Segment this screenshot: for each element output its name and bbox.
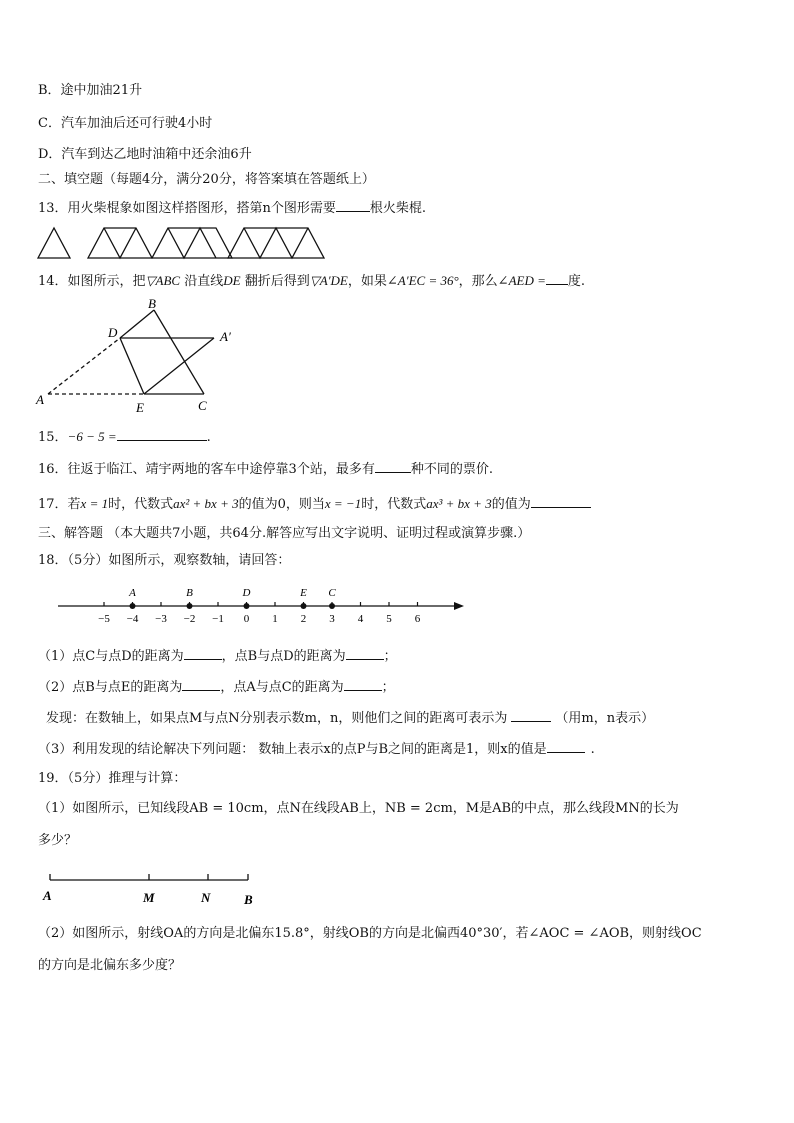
q17-mid2: 的值为0，则当 — [238, 497, 325, 512]
q14-mid2: 翻折后得到 — [244, 274, 310, 289]
point-c — [329, 603, 335, 609]
label-c: C — [198, 398, 207, 413]
q17-mid1: 时，代数式 — [108, 497, 174, 512]
q19-part2-line1: （2）如图所示，射线OA的方向是北偏东15.8°，射线OB的方向是北偏西40°30′，若∠AOC = ∠AOB，则射线OC — [38, 926, 702, 941]
option-c: C．汽车加油后还可行驶4小时 — [38, 116, 213, 131]
matchstick-figure — [36, 226, 326, 262]
tick-label: −4 — [126, 613, 139, 625]
label-e: E — [136, 400, 144, 415]
q19-part1-line1: （1）如图所示，已知线段AB = 10cm，点N在线段AB上，NB = 2cm，M是AB的中点，那么线段MN的长为 — [38, 801, 679, 816]
q15-expr: −6 − 5 = — [67, 429, 117, 444]
q17-blank[interactable] — [531, 494, 591, 508]
q14-angle2: AED = — [508, 273, 546, 288]
q18-blank-3[interactable] — [182, 677, 220, 691]
q18-blank-5[interactable] — [511, 708, 551, 722]
q14-triangle-ade: ▽A′DE — [309, 273, 348, 288]
q13-text: 13．用火柴棍象如图这样搭图形，搭第n个图形需要 — [38, 201, 336, 216]
tick-label: 3 — [329, 613, 335, 625]
q18-part1 — [38, 646, 397, 666]
q18-part3 — [38, 739, 595, 759]
section-3-title: 三、解答题 （本大题共7小题，共64分.解答应写出文字说明、证明过程或演算步骤.） — [38, 526, 531, 541]
q16-post: 种不同的票价. — [410, 462, 493, 477]
question-14 — [38, 271, 585, 291]
segment-db — [120, 310, 154, 338]
number-line — [56, 582, 468, 628]
label-seg-a: A — [43, 888, 52, 903]
q18-p3b: . — [590, 742, 595, 757]
q19-part2-line2: 的方向是北偏东多少度？ — [38, 958, 182, 973]
q18-p1c: ； — [383, 649, 397, 664]
label-seg-n: N — [201, 890, 211, 905]
q14-mid4: ，那么∠ — [458, 274, 509, 289]
tick-label: 1 — [272, 613, 278, 625]
q17-cond1: x = 1 — [80, 496, 109, 511]
q19-part1-line2: 多少？ — [38, 833, 78, 848]
tick-label: −1 — [212, 613, 224, 625]
option-d: D．汽车到达乙地时油箱中还余油6升 — [38, 147, 252, 162]
tick-label: 5 — [386, 613, 392, 625]
question-17 — [38, 494, 591, 514]
q14-angle: A′EC = 36° — [397, 273, 459, 288]
q14-mid3: ，如果∠ — [347, 274, 398, 289]
point-label-d: D — [242, 587, 251, 599]
q17-post: 的值为 — [491, 497, 531, 512]
point-d — [244, 603, 250, 609]
tick-label: 2 — [300, 613, 307, 625]
q18-discover-b: （用m，n表示） — [555, 711, 655, 726]
q18-p2b: ，点A与点C的距离为 — [220, 680, 344, 695]
dashed-ad — [48, 338, 120, 394]
q15-blank[interactable] — [117, 427, 207, 441]
q18-blank-6[interactable] — [547, 739, 585, 753]
q16-pre: 16．往返于临江、靖宇两地的客车中途停靠3个站，最多有 — [38, 462, 375, 477]
option-b: B．途中加油21升 — [38, 83, 143, 98]
question-18-title: 18．（5分）如图所示，观察数轴，请回答： — [38, 553, 291, 568]
q17-pre: 17．若 — [38, 497, 81, 512]
tick-label: 0 — [243, 613, 250, 625]
point-label-a: A — [129, 587, 136, 599]
q17-mid3: 时，代数式 — [361, 497, 427, 512]
q15-pre: 15． — [38, 430, 68, 445]
q17-cond2: x = −1 — [324, 496, 362, 511]
q14-line-de: DE — [223, 273, 241, 288]
q14-post: 度. — [567, 274, 586, 289]
q13-post: 根火柴棍. — [369, 201, 427, 216]
q18-p2a: （2）点B与点E的距离为 — [38, 680, 183, 695]
q18-discovery — [46, 708, 654, 728]
q14-pre: 14．如图所示，把 — [38, 274, 146, 289]
question-16 — [38, 459, 493, 479]
q18-p3a: （3）利用发现的结论解决下列问题： 数轴上表示x的点P与B之间的距离是1，则x的值是 — [38, 742, 547, 757]
q18-discover-a: 发现：在数轴上，如果点M与点N分别表示数m，n，则他们之间的距离可表示为 — [46, 711, 508, 726]
point-label-c: C — [328, 587, 336, 599]
tick-label: 6 — [414, 613, 421, 625]
point-e — [301, 603, 307, 609]
label-seg-m: M — [143, 890, 155, 905]
segment-ab-figure — [40, 866, 270, 908]
q18-blank-2[interactable] — [346, 646, 384, 660]
q16-blank[interactable] — [375, 459, 411, 473]
tick-label: 4 — [357, 613, 364, 625]
q18-p1b: ，点B与点D的距离为 — [221, 649, 346, 664]
q15-post: . — [206, 430, 211, 445]
point-label-b: B — [186, 587, 193, 599]
label-b: B — [148, 296, 156, 311]
q17-expr2: ax³ + bx + 3 — [426, 496, 492, 511]
tick-label: −5 — [98, 613, 110, 625]
figure-3 — [152, 228, 232, 258]
section-2-title: 二、填空题（每题4分，满分20分，将答案填在答题纸上） — [38, 172, 375, 187]
question-15 — [38, 427, 211, 447]
question-13 — [38, 198, 426, 218]
point-b — [187, 603, 193, 609]
figure-1 — [38, 228, 70, 258]
label-a-prime: A′ — [220, 329, 231, 344]
q18-blank-1[interactable] — [184, 646, 222, 660]
segment-a-prime-e — [144, 338, 214, 394]
axis-arrow — [454, 602, 464, 610]
q13-blank[interactable] — [336, 198, 370, 212]
q18-part2 — [38, 677, 395, 697]
tick-label: −3 — [155, 613, 167, 625]
fold-triangle-figure — [34, 296, 244, 416]
figure-2 — [88, 228, 152, 258]
question-19-title: 19．（5分）推理与计算： — [38, 771, 187, 786]
q14-blank[interactable] — [546, 271, 568, 285]
point-label-e: E — [300, 587, 307, 599]
label-d: D — [108, 325, 118, 340]
segment-de — [120, 338, 144, 394]
q18-p2c: ； — [381, 680, 395, 695]
point-a — [130, 603, 136, 609]
q18-p1a: （1）点C与点D的距离为 — [38, 649, 184, 664]
figure-4 — [228, 228, 324, 258]
q14-triangle-abc: ▽ABC — [145, 273, 181, 288]
q14-mid1: 沿直线 — [184, 274, 224, 289]
label-seg-b: B — [244, 892, 253, 907]
label-a: A — [36, 392, 44, 407]
q17-expr1: ax² + bx + 3 — [173, 496, 239, 511]
q18-blank-4[interactable] — [344, 677, 382, 691]
tick-label: −2 — [183, 613, 196, 625]
